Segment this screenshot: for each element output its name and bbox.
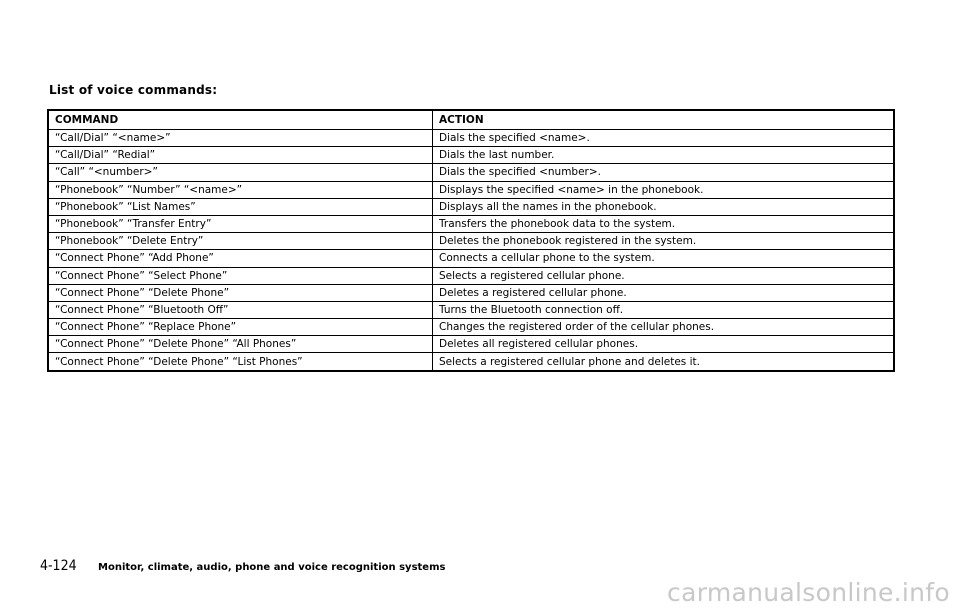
footer-section-title: Monitor, climate, audio, phone and voice recognition systems: [98, 562, 446, 573]
section-heading: List of voice commands:: [49, 83, 218, 97]
voice-commands-table: [47, 109, 895, 372]
action-cell: Selects a registered cellular phone.: [433, 267, 895, 284]
table-row: [48, 336, 894, 353]
action-cell: Deletes the phonebook registered in the system.: [433, 233, 895, 250]
action-cell: Dials the specified <name>.: [433, 130, 895, 147]
action-cell: Transfers the phonebook data to the system.: [433, 215, 895, 232]
action-cell: Deletes a registered cellular phone.: [433, 284, 895, 301]
command-cell: “Connect Phone” “Delete Phone”: [48, 284, 433, 301]
action-cell: Displays all the names in the phonebook.: [433, 198, 895, 215]
action-cell: Displays the specified <name> in the phonebook.: [433, 181, 895, 198]
watermark: carmanualsonline.info: [667, 578, 950, 607]
table-header-row: [48, 110, 894, 130]
action-cell: Connects a cellular phone to the system.: [433, 250, 895, 267]
table-row: [48, 233, 894, 250]
action-cell: Deletes all registered cellular phones.: [433, 336, 895, 353]
page-number: 4-124: [40, 558, 77, 574]
table-row: [48, 147, 894, 164]
command-cell: “Phonebook” “List Names”: [48, 198, 433, 215]
command-cell: “Call/Dial” “<name>”: [48, 130, 433, 147]
action-cell: Changes the registered order of the cellular phones.: [433, 319, 895, 336]
table-row: [48, 353, 894, 371]
table-row: [48, 267, 894, 284]
command-cell: “Call/Dial” “Redial”: [48, 147, 433, 164]
action-cell: Dials the specified <number>.: [433, 164, 895, 181]
table-row: [48, 301, 894, 318]
table-row: [48, 164, 894, 181]
table-row: [48, 284, 894, 301]
table-row: [48, 181, 894, 198]
command-cell: “Connect Phone” “Select Phone”: [48, 267, 433, 284]
table-row: [48, 319, 894, 336]
command-cell: “Connect Phone” “Delete Phone” “List Phones”: [48, 353, 433, 371]
command-cell: “Connect Phone” “Bluetooth Off”: [48, 301, 433, 318]
table-body: [48, 130, 894, 371]
header-action: ACTION: [439, 114, 484, 126]
header-command: COMMAND: [48, 110, 433, 130]
command-cell: “Phonebook” “Number” “<name>”: [48, 181, 433, 198]
table-row: [48, 215, 894, 232]
command-cell: “Call” “<number>”: [48, 164, 433, 181]
action-cell: Selects a registered cellular phone and deletes it.: [433, 353, 895, 371]
command-cell: “Phonebook” “Delete Entry”: [48, 233, 433, 250]
table-row: [48, 198, 894, 215]
action-cell: Dials the last number.: [433, 147, 895, 164]
table-row: [48, 130, 894, 147]
command-cell: “Connect Phone” “Replace Phone”: [48, 319, 433, 336]
command-cell: “Connect Phone” “Add Phone”: [48, 250, 433, 267]
command-cell: “Phonebook” “Transfer Entry”: [48, 215, 433, 232]
command-cell: “Connect Phone” “Delete Phone” “All Phones”: [48, 336, 433, 353]
table-row: [48, 250, 894, 267]
action-cell: Turns the Bluetooth connection off.: [433, 301, 895, 318]
